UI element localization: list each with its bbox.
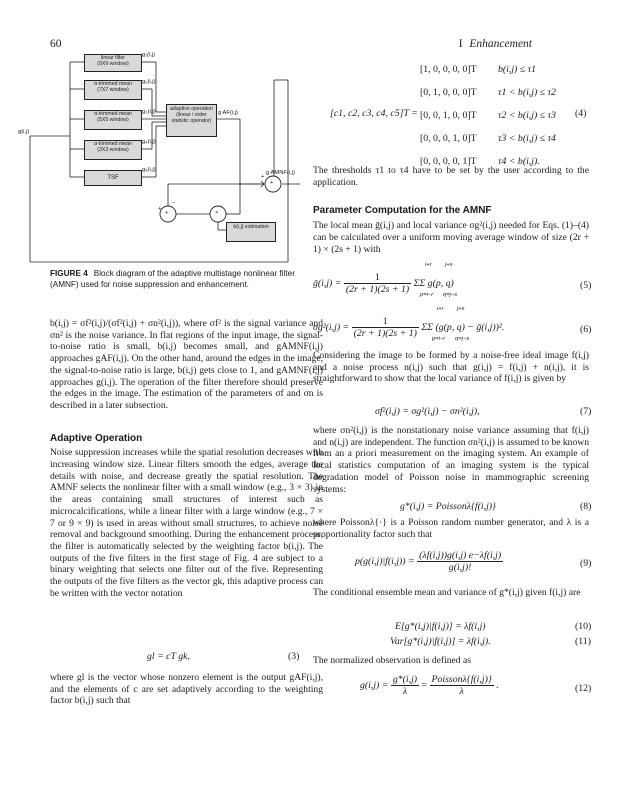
equation-4-case-row	[420, 87, 556, 98]
right-paragraph-6: The conditional ensemble mean and variance of g*(i,j) given f(i,j) are	[313, 587, 581, 598]
input-label: g(i,j)	[18, 129, 30, 135]
tsf-block: TSF	[84, 170, 142, 186]
linear-filter-block: linear filter (9X9 window)	[84, 54, 142, 72]
equation-4-case-condition: τ4 < b(i,j).	[498, 156, 540, 167]
equation-4-case-vector: [0, 1, 0, 0, 0]T	[420, 87, 477, 98]
equation-8: g*(i,j) = Poissonλ{f(i,j)}	[400, 501, 496, 512]
sum-limits-lower-6a: p=i−r	[432, 336, 446, 342]
equation-7: σf²(i,j) = σg²(i,j) − σn²(i,j),	[375, 406, 480, 417]
output-g1-label: g₁(i,j)	[142, 52, 156, 58]
output-g2-label: g₂(i,j)	[142, 79, 156, 85]
equation-4-case-condition: τ3 < b(i,j) ≤ τ4	[498, 133, 556, 144]
left-column-tail	[50, 672, 323, 712]
equation-4-lhs: [c1, c2, c3, c4, c5]T =	[330, 108, 418, 119]
right-column-block-3	[313, 425, 589, 500]
chapter-number: I	[458, 38, 463, 50]
right-paragraph-3: Considering the image to be formed by a noise-free ideal image f(i,j) and a noise process n(i,j) such that g(i,j) = f(i,j) + n(i,j), it is straightforward to show that the local variance of f(i,j) is given by	[313, 350, 589, 385]
right-paragraph-7: The normalized observation is defined as	[313, 655, 471, 666]
right-column-block-1	[313, 165, 589, 260]
left-column	[50, 318, 323, 604]
right-column-block-4	[313, 517, 589, 545]
chapter-title: Enhancement	[469, 38, 532, 50]
trimmed-mean-7x7-block: α-trimmed mean (7X7 window)	[84, 80, 142, 100]
sum-limits-lower-5a: p=i−r	[420, 292, 434, 298]
equation-4-number: (4)	[575, 108, 587, 119]
right-paragraph-5: where Poissonλ{·} is a Poisson random number generator, and λ is a proportionality factor such that	[313, 517, 589, 540]
equation-5: ḡ(i,j) = $\frac{1}{(2r + 1)(2s + 1)}$ ΣΣ g(p, q)	[313, 272, 454, 295]
sum-limits-upper-5b: j+s	[445, 262, 453, 268]
trimmed-mean-5x5-block: α-trimmed mean (5X5 window)	[84, 110, 142, 130]
equation-4-case-vector: [0, 0, 0, 0, 1]T	[420, 156, 477, 167]
equation-4-case-vector: [1, 0, 0, 0, 0]T	[420, 64, 477, 75]
right-paragraph-2: The local mean ḡ(i,j) and local variance σg²(i,j) needed for Eqs. (1)–(4) can be calculated over a uniform moving average window of size (2r + 1) × (2s + 1) with	[313, 220, 589, 255]
equation-4-case-condition: b(i,j) ≤ τ1	[498, 64, 536, 75]
equation-8-number: (8)	[580, 501, 592, 512]
figure-block-diagram	[18, 50, 303, 265]
plus-sign: +	[261, 174, 265, 180]
equation-11: Var[g*(i,j)|f(i,j)] = λf(i,j).	[390, 636, 491, 647]
multiply-symbol: ×	[215, 210, 219, 216]
equation-3: gl = cT gk,	[147, 651, 190, 662]
output-gamnf-label: g AMNF(i,j)	[266, 170, 295, 176]
section-title-adaptive-operation: Adaptive Operation	[50, 432, 143, 444]
section-title-parameter-computation: Parameter Computation for the AMNF	[313, 205, 492, 217]
adaptive-operation-block: adaptive operation (linear / order statistic operator)	[166, 104, 217, 137]
sum-limits-upper-6a: i+r	[437, 306, 444, 312]
equation-10: E[g*(i,j)|f(i,j)] = λf(i,j)	[395, 621, 486, 632]
equation-4-case-row	[420, 133, 556, 144]
output-g5-label: g₅(i,j)	[142, 167, 156, 173]
figure-caption: FIGURE 4 Block diagram of the adaptive multistage nonlinear filter (AMNF) used for noise suppression and enhancement.	[50, 269, 295, 289]
trimmed-mean-3x3-block: α-trimmed mean (3X3 window)	[84, 140, 142, 160]
equation-3-number: (3)	[288, 651, 300, 662]
equation-4-case-row	[420, 64, 536, 75]
equation-9: p(g(i,j)|f(i,j)) = $\frac{(\lambda f(i,j))g(i,j) e-\lambda f(i,j)}{g(i,j)!}$	[355, 550, 502, 573]
page-number: 60	[50, 38, 62, 50]
equation-4-case-condition: τ1 < b(i,j) ≤ τ2	[498, 87, 556, 98]
sum-limits-lower-6b: q=j−s	[455, 336, 470, 342]
equation-4-case-vector: [0, 0, 0, 1, 0]T	[420, 133, 477, 144]
equation-5-number: (5)	[580, 280, 592, 291]
equation-12: g(i,j) = $\frac{g*(i,j)}{\lambda}$ = $\frac{\text{Poissonλ\{f(i,j)\}}}{\lambda}$ .	[360, 674, 499, 697]
output-g4-label: g₄(i,j)	[142, 139, 156, 145]
equation-6-number: (6)	[580, 324, 592, 335]
equation-4-case-row	[420, 110, 556, 121]
equation-9-number: (9)	[580, 558, 592, 569]
equation-4-case-condition: τ2 < b(i,j) ≤ τ3	[498, 110, 556, 121]
sum-limits-upper-5a: i+r	[425, 262, 432, 268]
output-gaf-label: g AF(i,j)	[218, 110, 238, 116]
right-paragraph-4: where σn²(i,j) is the nonstationary noise variance assuming that f(i,j) and n(i,j) are independent. The function σn²(i,j) is assumed to be known from an a priori measurement on the imaging system. An example of local statistics computation of an imaging system is the typical degradation model of Poisson noise in mammographic screening systems:	[313, 425, 589, 495]
plus-sign-2: +	[158, 206, 162, 212]
equation-11-number: (11)	[575, 636, 591, 647]
sum-limits-lower-5b: q=j−s	[443, 292, 458, 298]
equation-6: σg²(i,j) = $\frac{1}{(2r + 1)(2s + 1)}$ ΣΣ (g(p, q) − ḡ(i,j))².	[313, 316, 505, 339]
left-paragraph-1: b(i,j) = σf²(i,j)/(σf²(i,j) + σn²(i,j)), where σf² is the signal variance and σn² is the noise variance. In flat regions of the input image, the signal-to-noise ratio is small, b(i,j) becomes small, and gAMNF(i,j) approaches gAF(i,j). On the other hand, around the edges in the image, the signal-to-noise ratio is large, b(i,j) gets close to 1, and gAMNF(i,j) approaches g(i,j). The operation of the filter therefore should preserve the edges in the image. The estimation of the parameters σf and σn is described in a later subsection.	[50, 318, 323, 411]
right-column-block-5	[313, 587, 589, 604]
right-paragraph-1: The thresholds τ1 to τ4 have to be set by the user according to the application.	[313, 165, 589, 188]
running-header	[459, 38, 532, 50]
estimation-block: b(i,j) estimation	[226, 222, 276, 242]
left-paragraph-3: where gl is the vector whose nonzero element is the output gAF(i,j), and the elements of c are set adaptively according to the weighting factor b(i,j) such that	[50, 672, 323, 707]
equation-12-number: (12)	[575, 683, 592, 694]
sum-symbol-2: +	[165, 210, 169, 216]
output-g3-label: g₃(i,j)	[142, 109, 156, 115]
equation-7-number: (7)	[580, 406, 592, 417]
right-column-block-2	[313, 350, 589, 390]
right-column-block-6	[313, 655, 589, 672]
sum-limits-upper-6b: j+s	[457, 306, 465, 312]
minus-sign: −	[172, 200, 176, 206]
sum-symbol: +	[270, 180, 274, 186]
equation-4-case-vector: [0, 0, 1, 0, 0]T	[420, 110, 477, 121]
left-paragraph-2: Noise suppression increases while the spatial resolution decreases with increasing window size. Linear filters smooth the edges, average the details with noise, and decrease greatly the spatial resolution. The AMNF selects the nonlinear filter with a small window (e.g., 3 × 3) in the areas containing small structures of interest such as microcalcifications, while a linear filter with a large window (e.g., 7 × 7 or 9 × 9) is used in areas without small structures, to achieve noise removal and background smoothing. During the enhancement process, the filter is automatically selected by the weighting factor b(i,j). The outputs of the five filters in the first stage of Fig. 4 are subject to a binary weighting that selects one filter out of the five. Representing the outputs of the five filters as the vector gk, this adaptive process can be written with the vector notation	[50, 447, 323, 599]
equation-10-number: (10)	[575, 621, 592, 632]
